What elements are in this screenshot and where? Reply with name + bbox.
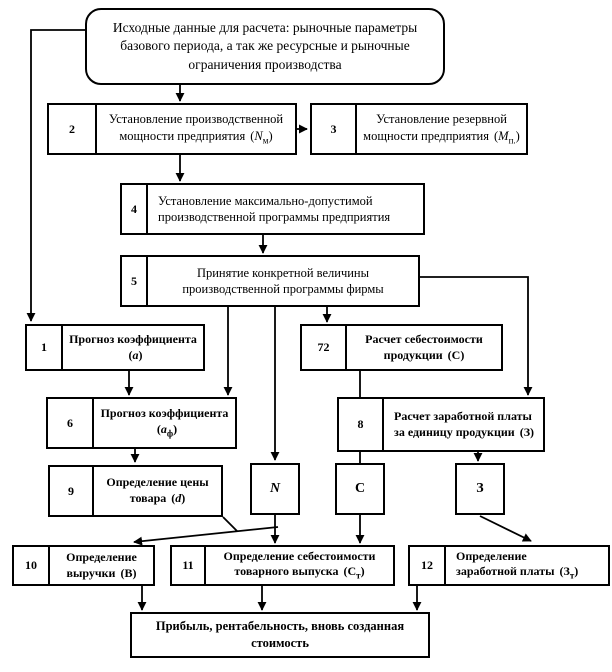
node-12-wages <box>408 545 610 586</box>
node-number: 5 <box>122 257 148 305</box>
arrow-z-to-12 <box>480 516 531 541</box>
node-initial-data <box>85 8 445 85</box>
node-n-variable <box>250 463 300 515</box>
node-label: Определение цены товара (d) <box>106 475 209 505</box>
node-4-max-program <box>120 183 425 235</box>
node-8-wage-calculation <box>337 397 545 452</box>
node-label: Определение заработной платы $(З_т)$ <box>456 548 579 581</box>
node-number: 72 <box>302 326 347 369</box>
node-5-program-value <box>120 255 420 307</box>
node-3-reserve-capacity <box>310 103 528 155</box>
node-label: Прогноз коэффициента $(а_ф)$ <box>100 406 229 439</box>
node-7-cost-calculation <box>300 324 503 371</box>
formula: $(M_{п.})$ <box>493 128 520 146</box>
node-6-coefficient-forecast <box>46 397 237 449</box>
node-number: 10 <box>14 547 50 584</box>
variable-label: З <box>476 480 484 496</box>
node-label: Прогноз коэффициента (а) <box>69 331 197 362</box>
node-11-output-cost <box>170 545 395 586</box>
node-number: 11 <box>172 547 206 584</box>
node-number: 3 <box>312 105 357 153</box>
node-9-price-determination <box>48 465 223 517</box>
node-label: Установление производственной мощности предприятия $(N_м)$ <box>108 112 284 146</box>
node-10-revenue <box>12 545 155 586</box>
formula: $(а_ф)$ <box>156 421 178 439</box>
node-number: 9 <box>50 467 94 515</box>
variable-label: С <box>354 480 366 496</box>
node-number: 2 <box>49 105 97 153</box>
arrow-start-to-1 <box>31 30 85 321</box>
node-2-production-capacity <box>47 103 297 155</box>
formula: (С) <box>447 347 465 362</box>
formula: (З) <box>519 424 535 439</box>
node-c-variable <box>335 463 385 515</box>
node-label: Установление максимально-допустимой производственной программы предприятия <box>158 193 391 224</box>
formula: $(З_т)$ <box>559 564 579 581</box>
node-number: 12 <box>410 547 446 584</box>
arrow-n-to-10 <box>134 527 278 542</box>
node-label: Определение себестоимости товарного выпуска $(С_т)$ <box>223 548 376 581</box>
line-9-junction <box>223 517 237 531</box>
node-z-variable <box>455 463 505 515</box>
node-number: 8 <box>339 399 384 450</box>
node-number: 1 <box>27 326 63 369</box>
variable-label: N <box>269 480 281 496</box>
node-label: Определение выручки (В) <box>66 549 137 580</box>
formula: (В) <box>120 565 137 580</box>
node-number: 6 <box>48 399 94 447</box>
node-label: Расчет себестоимости продукции (С) <box>365 331 483 362</box>
node-label: Расчет заработной платы за единицу продукции (З) <box>394 408 535 439</box>
formula: (d) <box>171 491 186 505</box>
node-profit-result <box>130 612 430 658</box>
node-1-coefficient-forecast <box>25 324 205 371</box>
node-label: Прибыль, рентабельность, вновь созданная стоимость <box>155 619 405 650</box>
node-label: Исходные данные для расчета: рыночные параметры базового периода, а так же ресурсные и рыночные ограничения производства <box>112 20 418 72</box>
formula: (а) <box>128 347 143 362</box>
node-number: 4 <box>122 185 148 233</box>
node-label: Установление резервной мощности предприятия $(M_{п.})$ <box>363 112 520 146</box>
formula: $(С_т)$ <box>343 564 365 581</box>
formula: $(N_м)$ <box>250 128 273 146</box>
node-label: Принятие конкретной величины производственной программы фирмы <box>182 265 384 296</box>
